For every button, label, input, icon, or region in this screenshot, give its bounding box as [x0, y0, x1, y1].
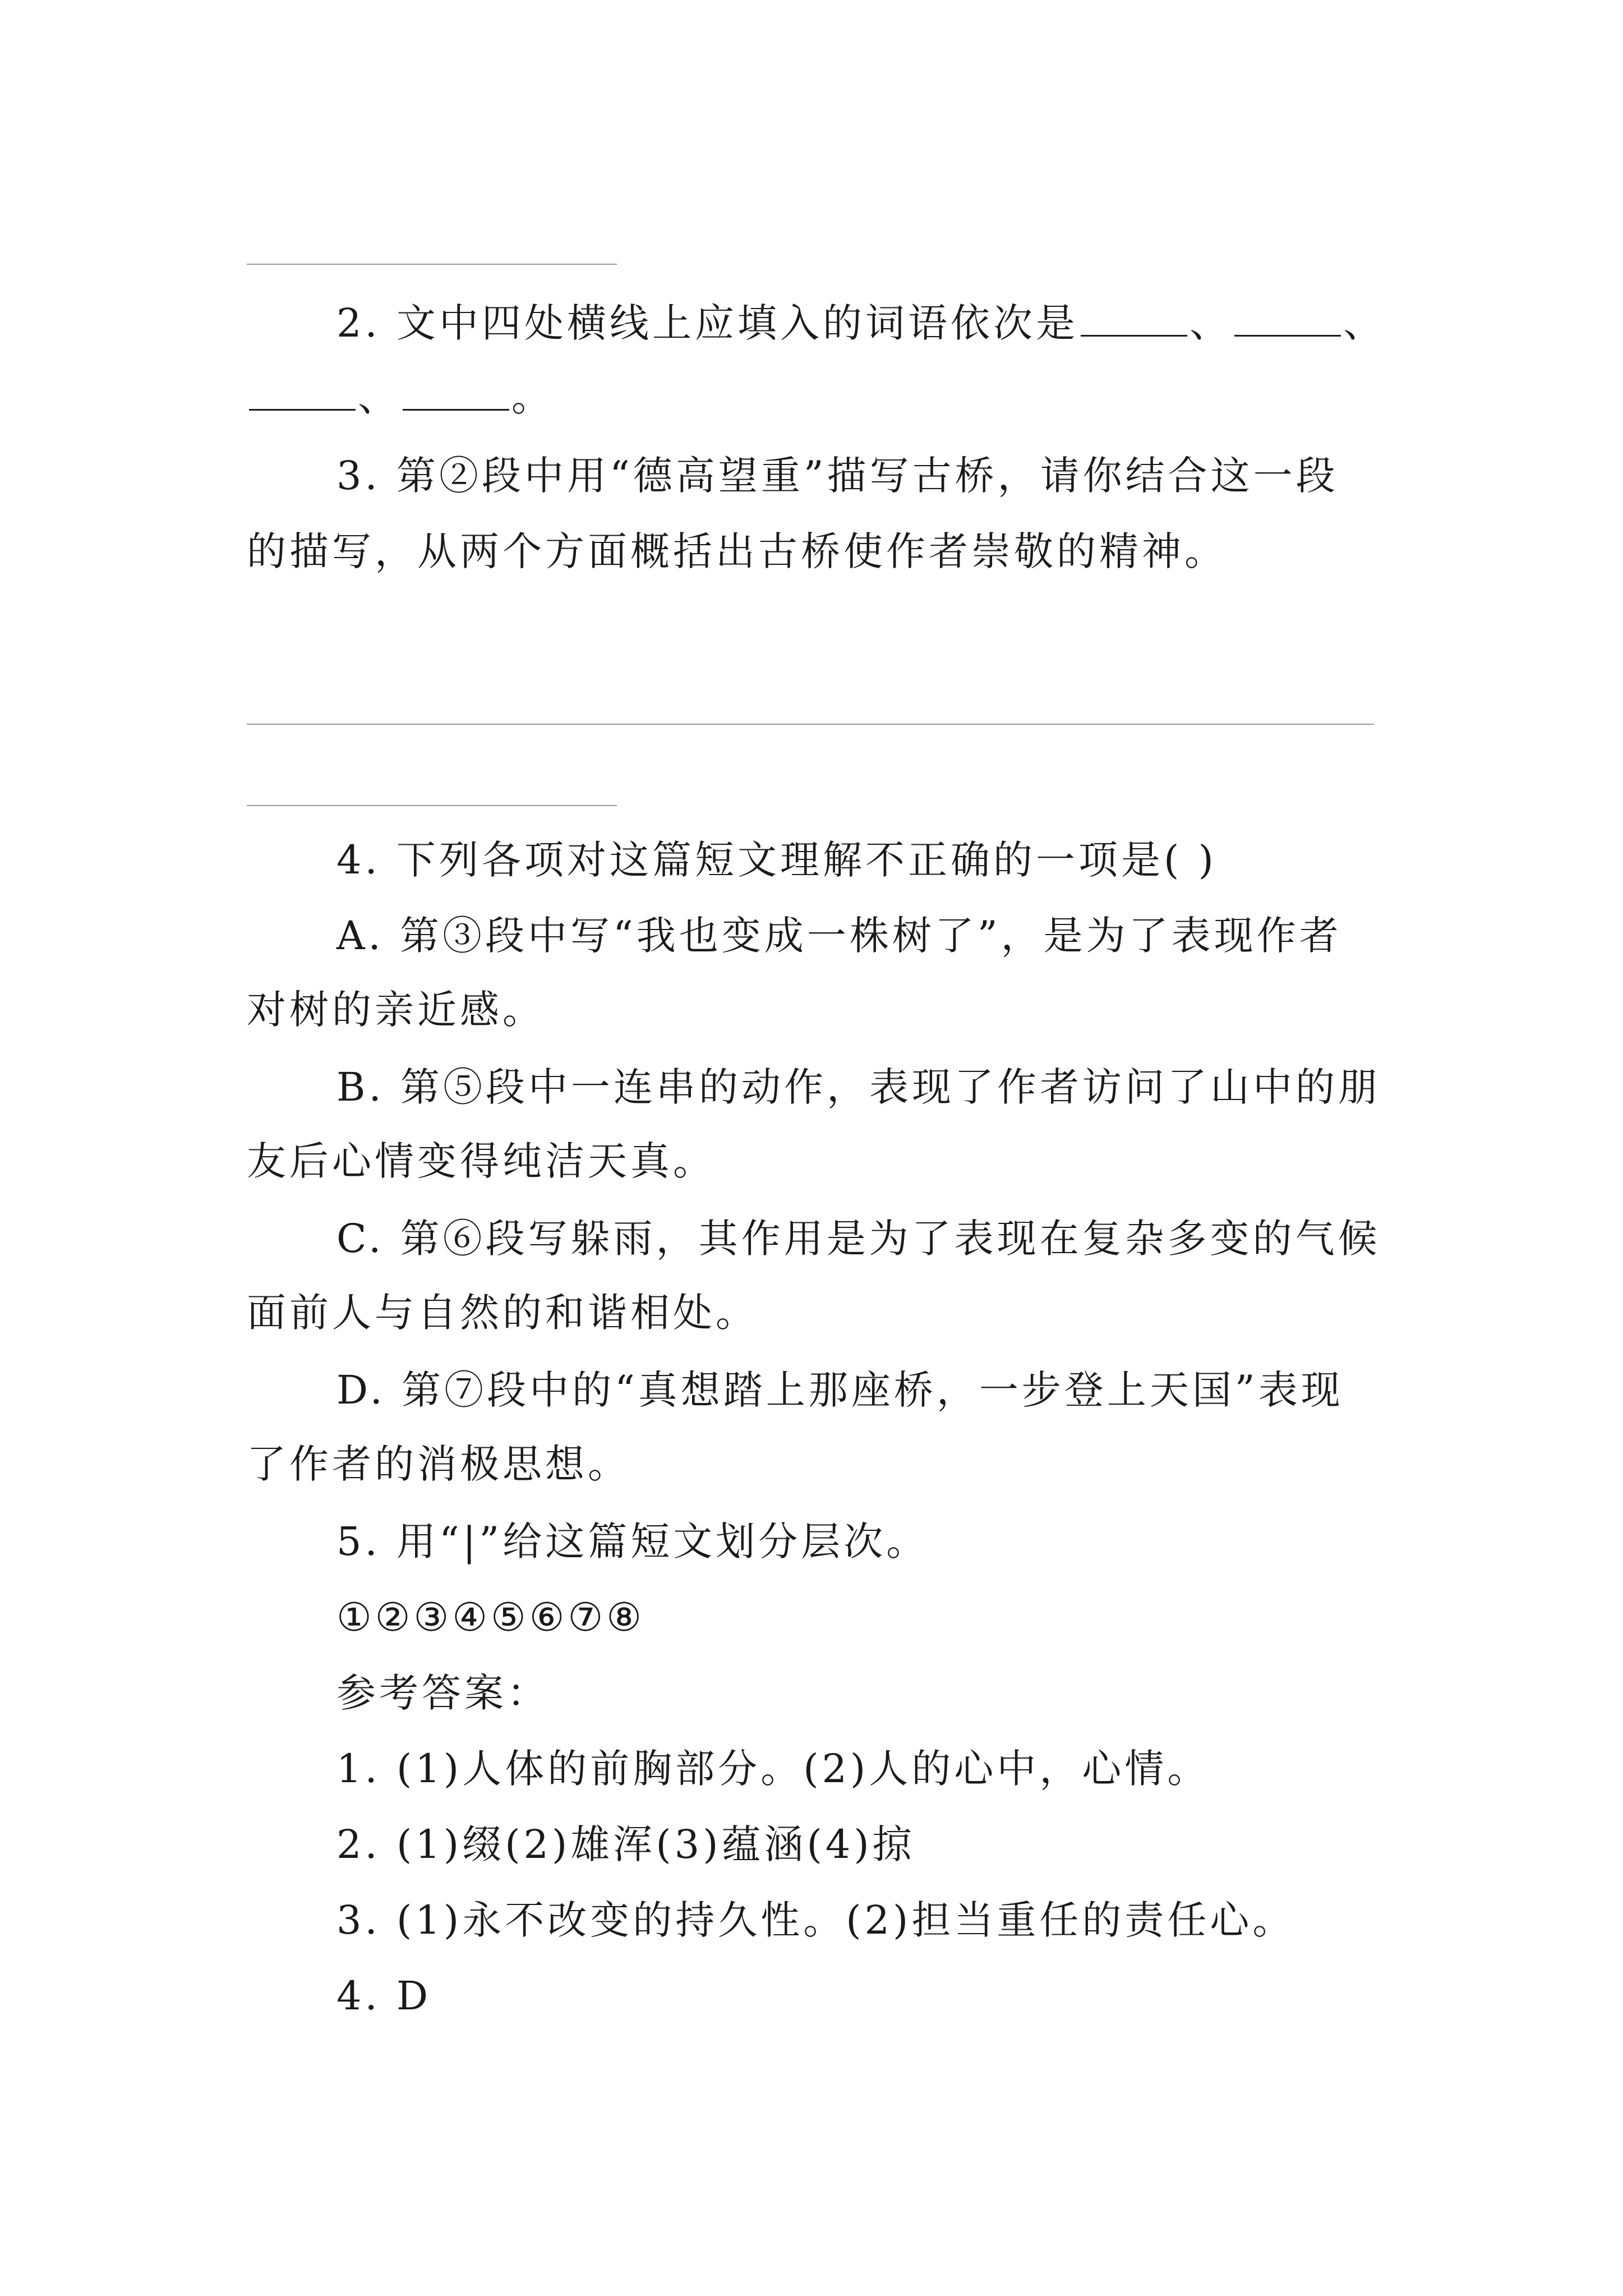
option-a-line-1: A. 第③段中写“我也变成一株树了”，是为了表现作者 [336, 913, 1342, 959]
answer-3: 3. (1)永不改变的持久性。(2)担当重任的责任心。 [336, 1897, 1295, 1943]
question-5-stem: 5. 用“|”给这篇短文划分层次。 [336, 1519, 929, 1565]
question-2-text: 2. 文中四处横线上应填入的词语依次是 [336, 300, 1079, 346]
period: 。 [511, 374, 554, 420]
separator: 、 [358, 374, 400, 420]
question-3-line-2: 的描写，从两个方面概括出古桥使作者崇敬的精神。 [247, 528, 1227, 574]
fill-blank-3[interactable] [249, 375, 356, 411]
answers-heading: 参考答案： [336, 1670, 550, 1716]
question-5-paragraph-numbers: ①②③④⑤⑥⑦⑧ [336, 1594, 645, 1640]
question-3-line-1: 3. 第②段中用“德高望重”描写古桥，请你结合这一段 [336, 453, 1339, 499]
fill-blank-4[interactable] [403, 375, 509, 411]
answer-rule [247, 264, 617, 265]
option-d-line-1: D. 第⑦段中的“真想踏上那座桥，一步登上天国”表现 [336, 1367, 1344, 1413]
answer-4: 4. D [336, 1973, 432, 2019]
option-a-line-2: 对树的亲近感。 [247, 987, 545, 1033]
question-4-stem: 4. 下列各项对这篇短文理解不正确的一项是( ) [336, 837, 1217, 883]
question-2 [336, 296, 1386, 350]
option-b-line-2: 友后心情变得纯洁天真。 [247, 1138, 716, 1184]
separator: 、 [1189, 300, 1233, 346]
fill-blank-1[interactable] [1081, 301, 1187, 337]
fill-blank-2[interactable] [1234, 301, 1341, 337]
answer-1: 1. (1)人体的前胸部分。(2)人的心中，心情。 [336, 1746, 1210, 1792]
question-2-cont [247, 370, 554, 424]
option-b-line-1: B. 第⑤段中一连串的动作，表现了作者访问了山中的朋 [336, 1064, 1381, 1110]
answer-rule [247, 805, 617, 806]
option-c-line-1: C. 第⑥段写躲雨，其作用是为了表现在复杂多变的气候 [336, 1216, 1381, 1262]
separator: 、 [1343, 300, 1386, 346]
option-c-line-2: 面前人与自然的和谐相处。 [247, 1290, 758, 1336]
option-d-line-2: 了作者的消极思想。 [247, 1441, 630, 1487]
answer-rule [247, 724, 1374, 725]
answer-2: 2. (1)缀(2)雄浑(3)蕴涵(4)掠 [336, 1821, 915, 1867]
